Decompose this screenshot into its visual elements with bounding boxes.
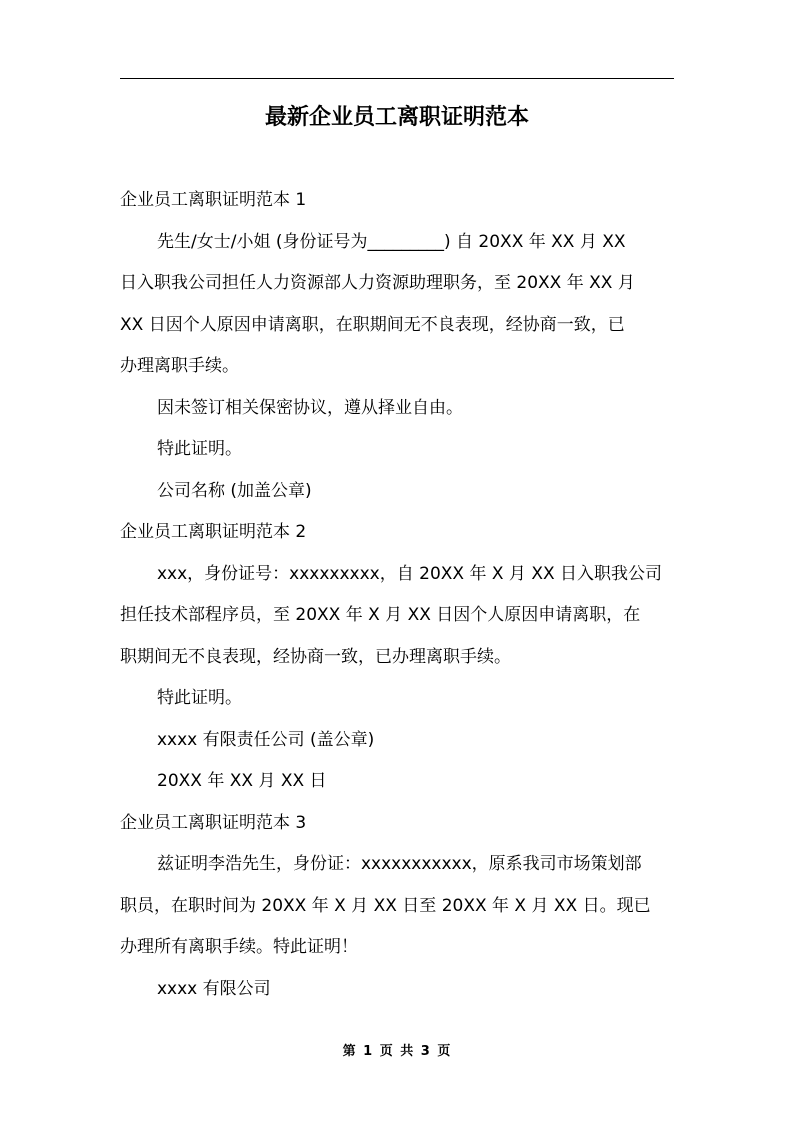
paragraph-line: 办理所有离职手续。特此证明！ (120, 937, 358, 957)
company-signature: 公司名称 (加盖公章) (157, 480, 312, 501)
paragraph-line: 办理离职手续。 (120, 356, 239, 376)
document-body (120, 180, 674, 1010)
document-title: 最新企业员工离职证明范本 (264, 105, 529, 130)
page-number-footer: 第 1 页 共 3 页 (342, 1044, 451, 1059)
paragraph-line: xxx，身份证号：xxxxxxxxx，自 20XX 年 X 月 XX 日入职我公司 (157, 563, 663, 584)
header-rule (120, 78, 674, 79)
section-heading-1: 企业员工离职证明范本 1 (120, 190, 307, 210)
paragraph-line: XX 日因个人原因申请离职，在职期间无不良表现，经协商一致，已 (120, 314, 625, 335)
paragraph-line: 职期间无不良表现，经协商一致，已办理离职手续。 (120, 646, 511, 667)
paragraph-line: 因未签订相关保密协议，遵从择业自由。 (157, 397, 463, 418)
section-heading-2: 企业员工离职证明范本 2 (120, 522, 307, 542)
company-signature: xxxx 有限公司 (157, 978, 271, 999)
paragraph-line: 特此证明。 (157, 439, 242, 459)
paragraph-line: 特此证明。 (157, 688, 242, 708)
paragraph-line: 职员，在职时间为 20XX 年 X 月 XX 日至 20XX 年 X 月 XX 日。现已 (120, 895, 651, 916)
paragraph-line: 日入职我公司担任人力资源部人力资源助理职务，至 20XX 年 XX 月 (120, 273, 635, 293)
paragraph-line: 担任技术部程序员，至 20XX 年 X 月 XX 日因个人原因申请离职，在 (120, 605, 641, 625)
paragraph-line: 先生/女士/小姐 (身份证号为_________) 自 20XX 年 XX 月 XX (157, 231, 626, 252)
date-line: 20XX 年 XX 月 XX 日 (157, 771, 327, 791)
section-heading-3: 企业员工离职证明范本 3 (120, 812, 307, 833)
paragraph-line: 兹证明李浩先生，身份证：xxxxxxxxxxx，原系我司市场策划部 (157, 854, 642, 874)
company-signature: xxxx 有限责任公司 (盖公章) (157, 729, 375, 750)
